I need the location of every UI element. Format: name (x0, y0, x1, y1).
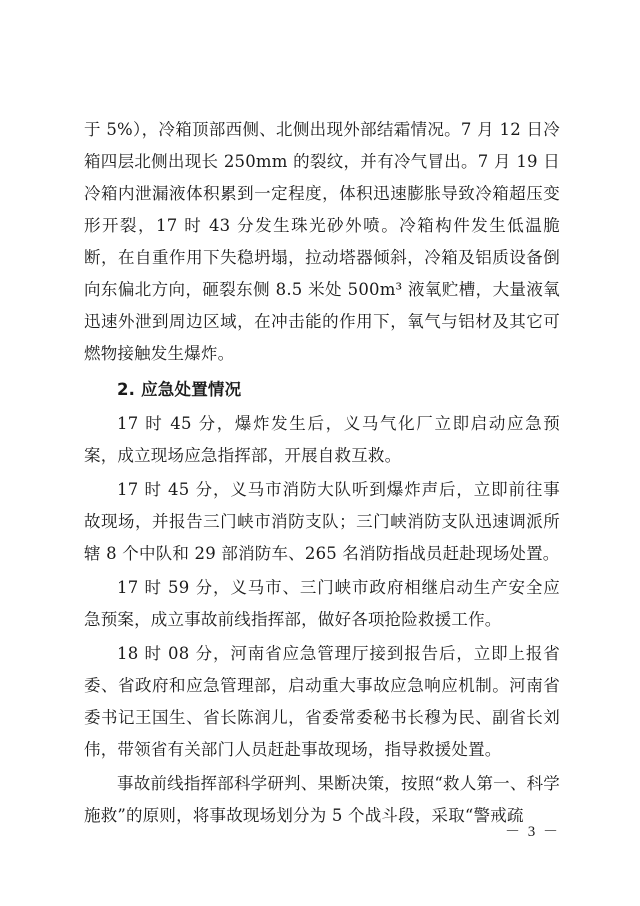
paragraph: 17 时 59 分，义马市、三门峡市政府相继启动生产安全应急预案，成立事故前线指挥部，做好各项抢险救援工作。 (84, 578, 560, 629)
page-number: － 3 － (504, 824, 560, 840)
body-text (84, 114, 560, 832)
paragraph: 17 时 45 分，爆炸发生后，义马气化厂立即启动应急预案，成立现场应急指挥部，开展自救互救。 (84, 414, 560, 465)
paragraph: 18 时 08 分，河南省应急管理厅接到报告后，立即上报省委、省政府和应急管理部，启动重大事故应急响应机制。河南省委书记王国生、省长陈润儿，省委常委秘书长穆为民、副省长刘伟，带领省有关部门人员赶赴事故现场，指导救援处置。 (84, 644, 560, 759)
section-heading: 2. 应急处置情况 (117, 380, 242, 399)
paragraph: 17 时 45 分，义马市消防大队听到爆炸声后，立即前往事故现场，并报告三门峡市消防支队；三门峡消防支队迅速调派所辖 8 个中队和 29 部消防车、265 名消防指战员赶赴现场处置。 (84, 480, 560, 563)
paragraph-continuation: 于 5%），冷箱顶部西侧、北侧出现外部结霜情况。7 月 12 日冷箱四层北侧出现长 250mm 的裂纹，并有冷气冒出。7 月 19 日冷箱内泄漏液体积累到一定程度，体积迅速膨胀导致冷箱超压变形开裂，17 时 43 分发生珠光砂外喷。冷箱构件发生低温脆断，在自重作用下失稳坍塌，拉动塔器倾斜，冷箱及铝质设备倒向东偏北方向，砸裂东侧 8.5 米处 500m³ 液氧贮槽，大量液氧迅速外泄到周边区域，在冲击能的作用下，氧气与铝材及其它可燃物接触发生爆炸。 (84, 120, 560, 363)
paragraph: 事故前线指挥部科学研判、果断决策，按照“救人第一、科学施救”的原则，将事故现场划分为 5 个战斗段，采取“警戒疏 (84, 774, 560, 825)
